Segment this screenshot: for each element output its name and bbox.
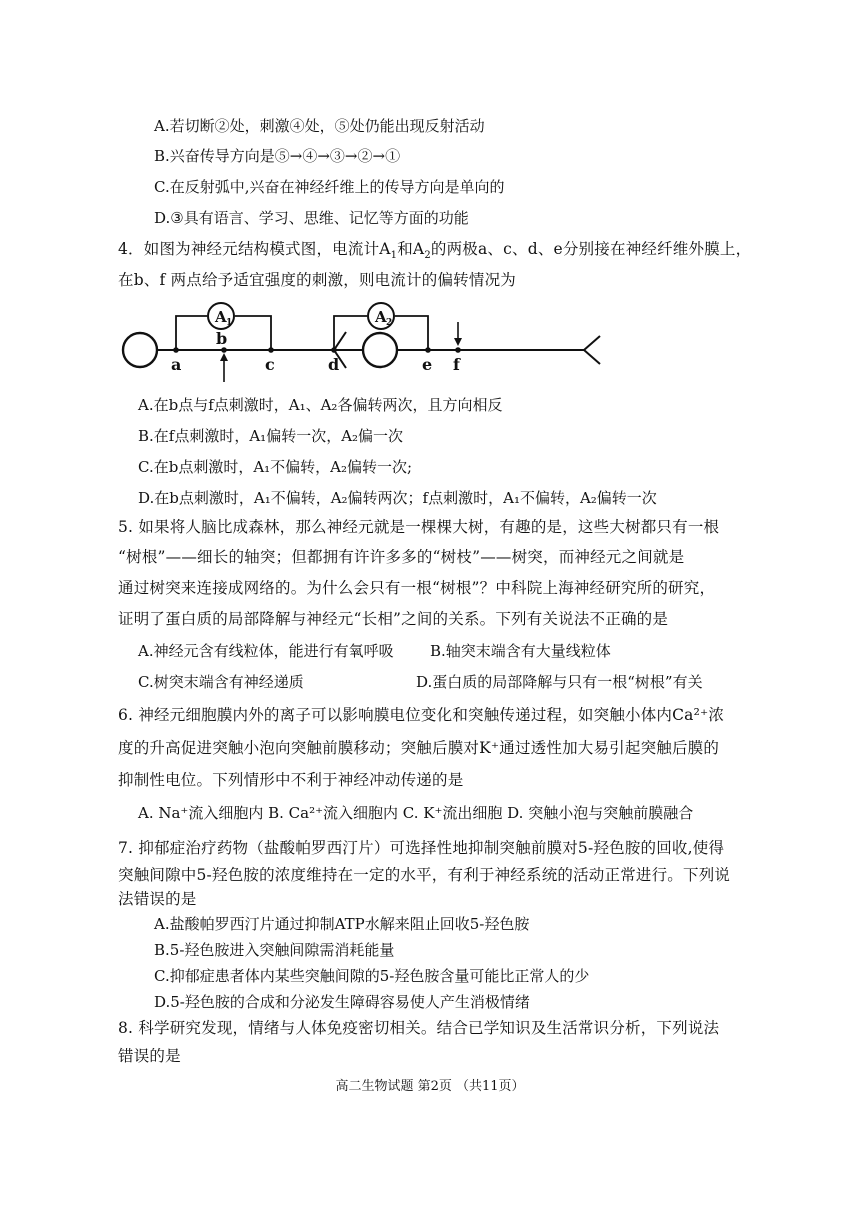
terminal-branch-upper	[584, 336, 600, 350]
q8-stem-line1: 8. 科学研究发现，情绪与人体免疫密切相关。结合已学知识及生活常识分析，下列说法	[118, 1019, 720, 1037]
meter2-subscript: 2	[386, 318, 393, 328]
stimulus-arrow-b-head	[220, 353, 228, 361]
meter2-wire-right	[395, 316, 428, 350]
cell-body-2	[363, 333, 397, 367]
q5-stem-line2: “树根”——细长的轴突；但都拥有许许多多的“树枝”——树突，而神经元之间就是	[118, 548, 685, 566]
q4-option-d: D.在b点刺激时，A₁不偏转，A₂偏转两次；f点刺激时，A₁不偏转，A₂偏转一次	[138, 489, 657, 507]
q6-stem-line3: 抑制性电位。下列情形中不利于神经冲动传递的是	[118, 771, 464, 789]
point-e-dot	[425, 347, 431, 353]
point-f-dot	[455, 347, 461, 353]
meter2-wire-left	[334, 316, 367, 350]
q6-stem-line1: 6. 神经元细胞膜内外的离子可以影响膜电位变化和突触传递过程，如突触小体内Ca²⁺浓	[118, 706, 725, 724]
q4-stem-line2: 在b、f 两点给予适宜强度的刺激，则电流计的偏转情况为	[118, 271, 516, 289]
q5-option-d: D.蛋白质的局部降解与只有一根“树根”有关	[416, 673, 703, 691]
meter2-letter: A	[375, 308, 387, 326]
stimulus-arrow-f-head	[454, 338, 462, 346]
label-e: e	[422, 355, 433, 374]
q7-option-c: C.抑郁症患者体内某些突触间隙的5-羟色胺含量可能比正常人的少	[154, 967, 590, 985]
label-b: b	[216, 329, 228, 348]
label-c: c	[265, 355, 275, 374]
q7-option-b: B.5-羟色胺进入突触间隙需消耗能量	[154, 941, 395, 959]
q5-stem-line1: 5. 如果将人脑比成森林，那么神经元就是一棵棵大树，有趣的是，这些大树都只有一根	[118, 518, 720, 536]
q5-option-c: C.树突末端含有神经递质	[138, 673, 304, 691]
cell-body-1	[123, 333, 157, 367]
q5-option-a: A.神经元含有线粒体，能进行有氧呼吸	[138, 642, 394, 660]
q5-stem-line3: 通过树突来连接成网络的。为什么会只有一根“树根”？中科院上海神经研究所的研究，	[118, 579, 716, 597]
q4-option-c: C.在b点刺激时，A₁不偏转，A₂偏转一次;	[138, 458, 413, 476]
meter1-wire-left	[176, 316, 207, 350]
point-c-dot	[268, 347, 274, 353]
q6-options: A. Na⁺流入细胞内 B. Ca²⁺流入细胞内 C. K⁺流出细胞 D. 突触小泡与突触前膜融合	[138, 804, 694, 822]
point-d-dot	[331, 347, 337, 353]
q3-option-c: C.在反射弧中,兴奋在神经纤维上的传导方向是单向的	[154, 178, 505, 196]
q3-option-d: D.③具有语言、学习、思维、记忆等方面的功能	[154, 209, 469, 227]
meter1-subscript: 1	[226, 318, 233, 328]
label-f: f	[453, 355, 460, 374]
q7-stem-line2: 突触间隙中5-羟色胺的浓度维持在一定的水平，有利于神经系统的活动正常进行。下列说	[118, 866, 731, 884]
q7-stem-line3: 法错误的是	[118, 890, 197, 908]
point-b-dot	[221, 347, 227, 353]
neuron-diagram	[118, 298, 608, 386]
page-footer: 高二生物试题 第2页 （共11页）	[335, 1079, 525, 1094]
q3-option-a: A.若切断②处，刺激④处，⑤处仍能出现反射活动	[154, 117, 485, 135]
q5-stem-line4: 证明了蛋白质的局部降解与神经元“长相”之间的关系。下列有关说法不正确的是	[118, 610, 669, 628]
q4-option-a: A.在b点与f点刺激时，A₁、A₂各偏转两次，且方向相反	[138, 396, 503, 414]
terminal-branch-lower	[584, 350, 600, 364]
q6-stem-line2: 度的升高促进突触小泡向突触前膜移动；突触后膜对K⁺通过透性加大易引起突触后膜的	[118, 739, 720, 757]
q4-stem-line1: 4．如图为神经元结构模式图，电流计$A_1$和$A_2$的两极a、c、d、e分别接在神经纤维外膜上，	[118, 240, 752, 262]
point-a-dot	[173, 347, 179, 353]
meter1-letter: A	[215, 308, 227, 326]
q7-option-d: D.5-羟色胺的合成和分泌发生障碍容易使人产生消极情绪	[154, 993, 530, 1011]
q8-stem-line2: 错误的是	[118, 1047, 181, 1065]
meter1-wire-right	[235, 316, 271, 350]
label-a: a	[171, 355, 182, 374]
q4-option-b: B.在f点刺激时，A₁偏转一次，A₂偏一次	[138, 427, 404, 445]
q3-option-b: B.兴奋传导方向是⑤→④→③→②→①	[154, 147, 401, 165]
q7-option-a: A.盐酸帕罗西汀片通过抑制ATP水解来阻止回收5-羟色胺	[154, 915, 530, 933]
q5-option-b: B.轴突末端含有大量线粒体	[430, 642, 611, 660]
label-d: d	[328, 355, 340, 374]
q7-stem-line1: 7. 抑郁症治疗药物（盐酸帕罗西汀片）可选择性地抑制突触前膜对5-羟色胺的回收,使得	[118, 839, 725, 857]
